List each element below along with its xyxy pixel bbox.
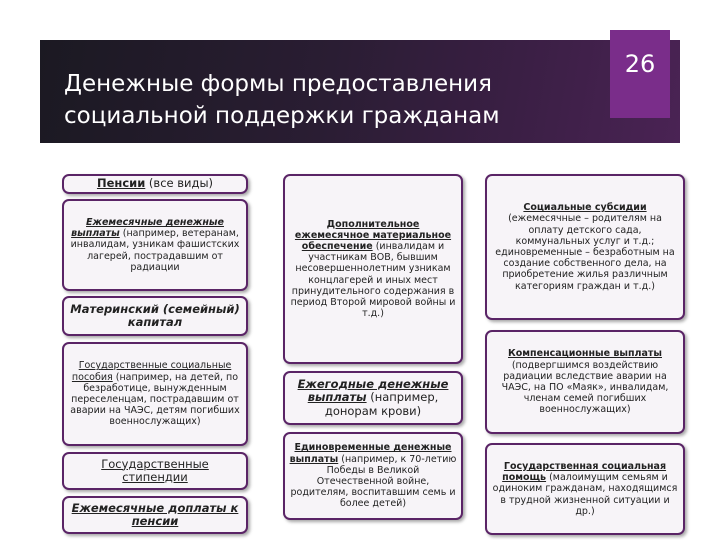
box-compensation (485, 330, 685, 434)
box-compensation-head: Компенсационные выплаты (508, 348, 662, 360)
box-monthly-payments-head: Ежемесячные денежные выплаты (71, 216, 224, 240)
box-monthly-payments (62, 199, 248, 291)
box-stipends-head: Государственные стипендии (101, 456, 209, 484)
box-one-time-payments (283, 432, 463, 520)
box-pensions (62, 174, 248, 194)
box-compensation-text: (подвергшимся воздействию радиации вследствие аварии на ЧАЭС, на ПО «Маяк», инвалидам, членам семей погибших военнослужащих) (501, 359, 669, 416)
box-additional-support-text: (инвалидам и участникам ВОВ, бывшим несовершеннолетним узникам концлагерей и иных мест принудительного содержания в период Второй мировой войны и т.д.) (290, 240, 456, 320)
box-additional-support (283, 174, 463, 364)
box-gov-benefits (62, 342, 248, 446)
box-maternal-capital-head: Материнский (семейный) капитал (70, 301, 240, 329)
box-annual-payments (283, 371, 463, 425)
slide-number-badge (610, 30, 670, 118)
box-social-subsidies-head: Социальные субсидии (523, 202, 647, 214)
box-gov-benefits-head: Государственные социальные пособия (71, 360, 232, 383)
slide-number: 26 (624, 50, 656, 78)
box-additional-support-head: Дополнительное ежемесячное материальное обеспечение (294, 218, 452, 252)
box-state-aid-text: (малоимущим семьям и одиноким гражданам, находящимся в трудной жизненной ситуации и др.) (492, 472, 678, 517)
box-one-time-payments-head: Единовременные денежные выплаты (289, 442, 452, 465)
slide-title: Денежные формы предоставления социальной поддержки гражданам (64, 71, 500, 129)
box-maternal-capital (62, 296, 248, 336)
box-gov-benefits-text: (например, на детей, по безработице, вынужденным переселенцам, пострадавшим от аварии на ЧАЭС, детям погибших военнослужащих) (70, 371, 240, 428)
box-pension-supplements (62, 496, 248, 534)
box-pensions-head: Пенсии (96, 176, 146, 191)
box-state-aid (485, 443, 685, 535)
box-monthly-payments-text: (например, ветеранам, инвалидам, узникам фашистских лагерей, пострадавшим от радиации (70, 228, 240, 273)
box-stipends (62, 452, 248, 490)
box-one-time-payments-text: (например, к 70-летию Победы в Великой Отечественной войне, родителям, воспитавшим семь и более детей) (290, 453, 457, 510)
box-social-subsidies (485, 174, 685, 320)
box-social-subsidies-text: (ежемесячные – родителям на оплату детского сада, коммунальных услуг и т.д.; единовременные – безработным на создание собственного дела, на приобретение жилья различным категориям граждан и т.д.) (495, 213, 675, 292)
box-state-aid-head: Государственная социальная помощь (502, 460, 667, 484)
box-pension-supplements-head: Ежемесячные доплаты к пенсии (71, 500, 239, 528)
box-annual-payments-head: Ежегодные денежные выплаты (297, 376, 449, 405)
box-pensions-text: (все виды) (145, 176, 214, 191)
box-annual-payments-text: (например, донорам крови) (324, 390, 439, 418)
